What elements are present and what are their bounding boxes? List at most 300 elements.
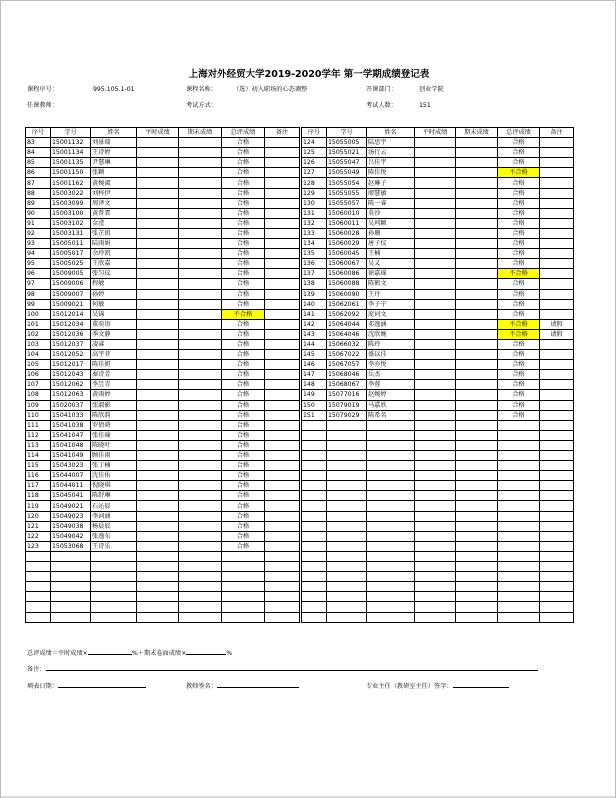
cell-overall-grade: 合格: [498, 360, 540, 370]
cell-seq: [302, 501, 327, 511]
header-final-score: 期末成绩: [456, 128, 498, 138]
table-row: [302, 380, 574, 390]
cell-overall-grade: 合格: [498, 239, 540, 249]
cell-seq: 128: [302, 178, 327, 188]
cell-seq: 127: [302, 168, 327, 178]
cell-overall-grade: 合格: [498, 228, 540, 238]
cell-seq: [302, 440, 327, 450]
cell-student-id: 15067022: [327, 350, 367, 360]
head-signature-label: 专业主任（教研室主任）签字：: [366, 683, 453, 690]
cell-seq: 123: [26, 541, 51, 551]
cell-regular-score: [415, 319, 456, 329]
cell-name: 李亦悦: [367, 360, 415, 370]
cell-overall-grade: 合格: [222, 430, 265, 440]
cell-student-id: 15062061: [327, 299, 367, 309]
cell-regular-score: [137, 471, 179, 481]
cell-seq: 97: [26, 279, 51, 289]
cell-name: 高宇菲: [91, 350, 137, 360]
cell-final-score: [179, 148, 222, 158]
cell-seq: 150: [302, 400, 327, 410]
cell-overall-grade: [498, 592, 540, 602]
fill-date: [27, 681, 146, 691]
cell-name: 陆思宇: [367, 138, 415, 148]
cell-name: 吴义: [367, 259, 415, 269]
cell-remarks: [540, 471, 574, 481]
cell-overall-grade: 合格: [222, 158, 265, 168]
cell-overall-grade: [222, 572, 265, 582]
cell-remarks: [265, 531, 300, 541]
cell-name: [367, 461, 415, 471]
cell-final-score: [179, 218, 222, 228]
cell-student-id: 15020037: [51, 400, 91, 410]
cell-seq: 118: [26, 491, 51, 501]
cell-student-id: [327, 562, 367, 572]
cell-regular-score: [137, 531, 179, 541]
cell-student-id: 15005025: [51, 259, 91, 269]
dept-value: 创业学院: [419, 86, 444, 93]
table-row: [302, 309, 574, 319]
table-row: [26, 309, 300, 319]
cell-regular-score: [415, 148, 456, 158]
exam-label: 考试方式：: [186, 102, 217, 109]
cell-remarks: [540, 481, 574, 491]
table-row: [26, 471, 300, 481]
cell-seq: 137: [302, 269, 327, 279]
cell-overall-grade: [498, 612, 540, 622]
cell-seq: [26, 562, 51, 572]
cell-name: [367, 491, 415, 501]
header-remarks: 备注: [540, 128, 574, 138]
table-row: [26, 501, 300, 511]
cell-name: [367, 531, 415, 541]
cell-student-id: 15044007: [51, 471, 91, 481]
cell-name: 唐子仪: [367, 239, 415, 249]
cell-final-score: [456, 430, 498, 440]
cell-remarks: [540, 430, 574, 440]
cell-name: [367, 451, 415, 461]
cell-remarks: [265, 329, 300, 339]
cell-overall-grade: 合格: [222, 148, 265, 158]
cell-seq: 142: [302, 319, 327, 329]
cell-regular-score: [415, 380, 456, 390]
cell-regular-score: [415, 339, 456, 349]
cell-student-id: 15049021: [51, 501, 91, 511]
cell-seq: 143: [302, 329, 327, 339]
cell-remarks: [540, 582, 574, 592]
grade-table-right: [301, 127, 574, 623]
cell-name: 陈玲: [367, 339, 415, 349]
cell-overall-grade: 合格: [222, 259, 265, 269]
cell-remarks: [265, 461, 300, 471]
cell-overall-grade: 合格: [222, 471, 265, 481]
cell-final-score: [179, 158, 222, 168]
cell-final-score: [179, 592, 222, 602]
cell-final-score: [456, 592, 498, 602]
cell-student-id: 15068046: [327, 370, 367, 380]
cell-student-id: 15012036: [51, 329, 91, 339]
cell-name: 季文静: [91, 329, 137, 339]
cell-final-score: [179, 289, 222, 299]
cell-seq: [302, 521, 327, 531]
cell-seq: [26, 612, 51, 622]
cell-student-id: [327, 451, 367, 461]
cell-final-score: [456, 582, 498, 592]
cell-student-id: 15055057: [327, 198, 367, 208]
cell-name: [91, 582, 137, 592]
cell-remarks: [540, 239, 574, 249]
table-row: [26, 208, 300, 218]
cell-overall-grade: 合格: [498, 309, 540, 319]
table-row: [302, 198, 574, 208]
table-row: [302, 158, 574, 168]
cell-name: 陈鹤文: [367, 279, 415, 289]
header-seq: 序号: [302, 128, 327, 138]
cell-seq: 147: [302, 370, 327, 380]
cell-name: 王诗乐: [91, 541, 137, 551]
cell-seq: 85: [26, 158, 51, 168]
empty-row: [26, 602, 300, 612]
cell-seq: 106: [26, 370, 51, 380]
cell-seq: 132: [302, 218, 327, 228]
cell-seq: 102: [26, 329, 51, 339]
cell-final-score: [456, 461, 498, 471]
cell-overall-grade: [498, 501, 540, 511]
cell-name: 张芷钥: [91, 228, 137, 238]
cell-name: 倪晓琪: [91, 481, 137, 491]
table-row: [302, 360, 574, 370]
cell-remarks: [265, 541, 300, 551]
cell-overall-grade: 不合格: [498, 319, 540, 329]
cell-final-score: [456, 309, 498, 319]
table-row: [26, 249, 300, 259]
cell-overall-grade: 合格: [222, 289, 265, 299]
cell-name: 陈希名: [367, 410, 415, 420]
cell-final-score: [456, 350, 498, 360]
cell-student-id: 15066032: [327, 339, 367, 349]
cell-name: 杨晨辰: [91, 521, 137, 531]
cell-final-score: [456, 612, 498, 622]
cell-remarks: [540, 370, 574, 380]
cell-final-score: [456, 188, 498, 198]
cell-student-id: 15064046: [327, 329, 367, 339]
cell-name: [91, 572, 137, 582]
cell-student-id: 15043023: [51, 461, 91, 471]
cell-regular-score: [137, 289, 179, 299]
cell-overall-grade: 合格: [222, 541, 265, 551]
cell-overall-grade: [498, 521, 540, 531]
cell-seq: 90: [26, 208, 51, 218]
cell-student-id: [327, 501, 367, 511]
cell-final-score: [179, 198, 222, 208]
cell-final-score: [179, 400, 222, 410]
cell-regular-score: [137, 228, 179, 238]
cell-final-score: [456, 360, 498, 370]
cell-final-score: [456, 440, 498, 450]
cell-student-id: 15044011: [51, 481, 91, 491]
cell-overall-grade: 合格: [498, 259, 540, 269]
table-row: [302, 410, 574, 420]
cell-student-id: 15012043: [51, 370, 91, 380]
cell-seq: [302, 451, 327, 461]
cell-remarks: [265, 380, 300, 390]
cell-student-id: 15060045: [327, 249, 367, 259]
cell-remarks: [265, 511, 300, 521]
cell-remarks: [265, 521, 300, 531]
cell-regular-score: [415, 582, 456, 592]
cell-regular-score: [137, 602, 179, 612]
cell-remarks: [265, 562, 300, 572]
cell-seq: 98: [26, 289, 51, 299]
course-name-label: 课程名称：: [186, 86, 217, 93]
cell-seq: 100: [26, 309, 51, 319]
cell-remarks: [265, 188, 300, 198]
cell-regular-score: [415, 541, 456, 551]
cell-student-id: 15055049: [327, 168, 367, 178]
cell-final-score: [456, 481, 498, 491]
cell-overall-grade: 合格: [222, 319, 265, 329]
cell-seq: [302, 461, 327, 471]
cell-seq: 114: [26, 451, 51, 461]
cell-regular-score: [137, 440, 179, 450]
cell-student-id: 15001134: [51, 148, 91, 158]
cell-name: 李蓉: [367, 380, 415, 390]
cell-overall-grade: 合格: [222, 440, 265, 450]
cell-overall-grade: 合格: [222, 350, 265, 360]
cell-name: [367, 430, 415, 440]
table-row: [26, 451, 300, 461]
cell-overall-grade: 合格: [498, 208, 540, 218]
cell-regular-score: [415, 592, 456, 602]
cell-student-id: [327, 541, 367, 551]
cell-student-id: 15055047: [327, 158, 367, 168]
cell-name: 吴珂颖: [367, 218, 415, 228]
cell-name: 刘梓伊: [91, 188, 137, 198]
cell-remarks: [265, 269, 300, 279]
cell-name: [367, 471, 415, 481]
cell-final-score: [179, 339, 222, 349]
cell-final-score: [179, 239, 222, 249]
cell-seq: 130: [302, 198, 327, 208]
cell-final-score: [456, 491, 498, 501]
cell-regular-score: [415, 562, 456, 572]
formula-part-a: 总评成绩＝平时成绩×: [27, 650, 88, 657]
cell-name: 陈舒琳: [91, 491, 137, 501]
cell-seq: 111: [26, 420, 51, 430]
sheet-title: 上海对外经贸大学2019-2020学年 第一学期成绩登记表: [188, 69, 430, 80]
count-value: 151: [419, 102, 431, 109]
table-row: [26, 329, 300, 339]
cell-regular-score: [415, 168, 456, 178]
cell-seq: 104: [26, 350, 51, 360]
table-row: [26, 138, 300, 148]
table-row: [302, 350, 574, 360]
cell-regular-score: [415, 309, 456, 319]
cell-student-id: 15003102: [51, 218, 91, 228]
cell-name: [367, 511, 415, 521]
table-row: [302, 249, 574, 259]
cell-student-id: 15060088: [327, 279, 367, 289]
cell-name: 孙婷: [91, 289, 137, 299]
cell-seq: 121: [26, 521, 51, 531]
cell-overall-grade: [498, 531, 540, 541]
cell-overall-grade: 合格: [222, 370, 265, 380]
cell-seq: 86: [26, 168, 51, 178]
cell-regular-score: [415, 329, 456, 339]
cell-name: 岳杰: [367, 370, 415, 380]
cell-name: [367, 582, 415, 592]
cell-overall-grade: 不合格: [498, 269, 540, 279]
cell-final-score: [179, 491, 222, 501]
cell-regular-score: [137, 481, 179, 491]
cell-seq: 92: [26, 228, 51, 238]
cell-regular-score: [415, 440, 456, 450]
cell-overall-grade: 合格: [498, 148, 540, 158]
cell-student-id: 15079019: [327, 400, 367, 410]
cell-remarks: 请假: [540, 329, 574, 339]
cell-remarks: [540, 572, 574, 582]
cell-student-id: 15009005: [51, 269, 91, 279]
cell-final-score: [179, 481, 222, 491]
empty-row: [302, 511, 574, 521]
cell-regular-score: [137, 582, 179, 592]
cell-remarks: [540, 218, 574, 228]
empty-row: [302, 551, 574, 561]
cell-name: 张佳瑜: [91, 430, 137, 440]
final-weight-blank: [186, 648, 226, 655]
cell-final-score: [179, 380, 222, 390]
cell-remarks: [540, 299, 574, 309]
cell-overall-grade: 合格: [498, 279, 540, 289]
cell-regular-score: [137, 198, 179, 208]
cell-name: 陈一睿: [367, 198, 415, 208]
cell-regular-score: [137, 208, 179, 218]
cell-remarks: [540, 541, 574, 551]
cell-final-score: [456, 299, 498, 309]
cell-seq: 94: [26, 249, 51, 259]
cell-overall-grade: 合格: [222, 390, 265, 400]
cell-regular-score: [137, 218, 179, 228]
table-row: [302, 269, 574, 279]
cell-final-score: [179, 319, 222, 329]
cell-remarks: [265, 218, 300, 228]
cell-regular-score: [415, 350, 456, 360]
cell-regular-score: [415, 198, 456, 208]
cell-final-score: [456, 551, 498, 561]
cell-regular-score: [137, 259, 179, 269]
cell-overall-grade: [498, 481, 540, 491]
cell-student-id: 15060011: [327, 218, 367, 228]
cell-regular-score: [137, 612, 179, 622]
cell-remarks: [540, 178, 574, 188]
cell-regular-score: [137, 541, 179, 551]
grade-formula: [27, 648, 232, 658]
cell-overall-grade: 合格: [222, 491, 265, 501]
table-row: [26, 228, 300, 238]
cell-overall-grade: [498, 451, 540, 461]
cell-name: 邓逸涵: [367, 319, 415, 329]
cell-student-id: 15060067: [327, 259, 367, 269]
empty-row: [26, 562, 300, 572]
cell-name: 庞诃文: [367, 309, 415, 319]
cell-regular-score: [137, 279, 179, 289]
cell-seq: 89: [26, 198, 51, 208]
cell-remarks: [540, 138, 574, 148]
cell-student-id: [327, 572, 367, 582]
cell-student-id: 15009007: [51, 289, 91, 299]
cell-name: 余玲凯: [91, 249, 137, 259]
cell-remarks: [540, 400, 574, 410]
cell-name: [91, 612, 137, 622]
cell-name: [367, 602, 415, 612]
cell-final-score: [456, 259, 498, 269]
cell-seq: 91: [26, 218, 51, 228]
teacher-signature-label: 教师签名：: [186, 683, 217, 690]
cell-name: [367, 501, 415, 511]
cell-regular-score: [415, 289, 456, 299]
cell-name: [367, 592, 415, 602]
cell-student-id: 15012014: [51, 309, 91, 319]
cell-student-id: 15001150: [51, 168, 91, 178]
fill-date-label: 填表日期：: [27, 683, 58, 690]
cell-seq: [302, 592, 327, 602]
cell-seq: 134: [302, 239, 327, 249]
header-regular-score: 平时成绩: [415, 128, 456, 138]
cell-seq: 149: [302, 390, 327, 400]
cell-overall-grade: [222, 562, 265, 572]
cell-student-id: 15041033: [51, 410, 91, 420]
empty-row: [302, 440, 574, 450]
cell-final-score: [456, 239, 498, 249]
cell-final-score: [456, 228, 498, 238]
cell-seq: 138: [302, 279, 327, 289]
cell-overall-grade: 不合格: [222, 309, 265, 319]
cell-remarks: [540, 602, 574, 612]
cell-overall-grade: 合格: [222, 168, 265, 178]
cell-seq: [302, 491, 327, 501]
table-row: [26, 178, 300, 188]
cell-overall-grade: 合格: [222, 208, 265, 218]
cell-seq: 113: [26, 440, 51, 450]
cell-name: 王欣嘉: [91, 259, 137, 269]
cell-final-score: [179, 208, 222, 218]
cell-regular-score: [415, 370, 456, 380]
table-row: [26, 461, 300, 471]
cell-final-score: [456, 249, 498, 259]
header-remarks: 备注: [265, 128, 300, 138]
table-row: [26, 491, 300, 501]
table-row: [302, 188, 574, 198]
table-row: [26, 541, 300, 551]
cell-seq: 107: [26, 380, 51, 390]
table-row: [302, 138, 574, 148]
cell-remarks: [540, 339, 574, 349]
cell-remarks: [265, 148, 300, 158]
table-row: [26, 521, 300, 531]
cell-remarks: [265, 592, 300, 602]
cell-seq: 117: [26, 481, 51, 491]
header-name: 姓名: [367, 128, 415, 138]
cell-student-id: 15009021: [51, 299, 91, 309]
cell-name: 张丁楠: [91, 461, 137, 471]
cell-student-id: 15045041: [51, 491, 91, 501]
cell-regular-score: [415, 531, 456, 541]
cell-name: 李词涵: [91, 511, 137, 521]
cell-student-id: 15001162: [51, 178, 91, 188]
empty-row: [302, 602, 574, 612]
cell-name: 董奕语: [91, 319, 137, 329]
table-row: [26, 481, 300, 491]
cell-student-id: 15062092: [327, 309, 367, 319]
